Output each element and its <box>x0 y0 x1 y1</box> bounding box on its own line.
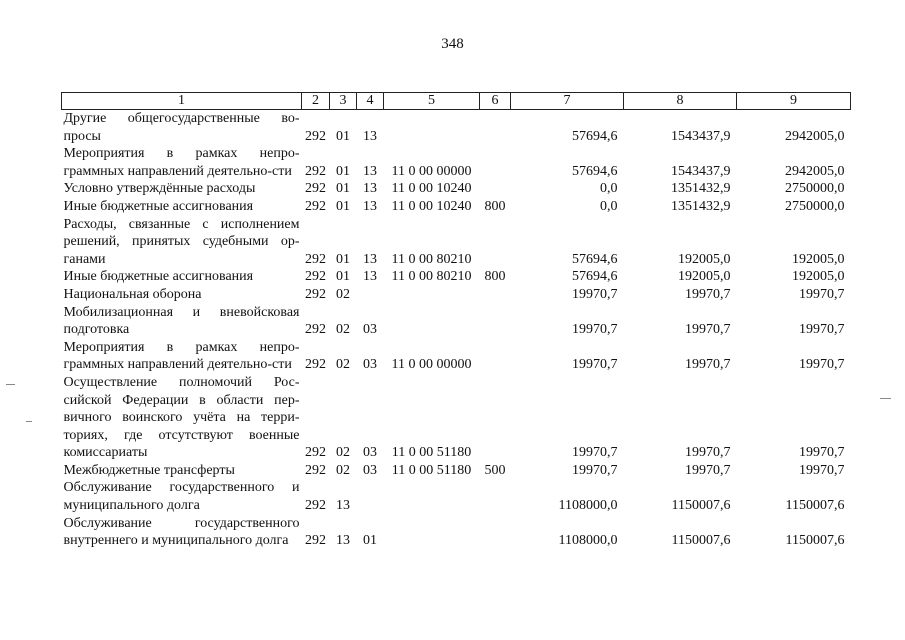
table-row <box>62 374 851 462</box>
cell-c8: 1351432,9 <box>671 181 731 197</box>
cell-c6 <box>480 145 511 180</box>
cell-c3: 01 <box>336 128 350 144</box>
cell-c2: 292 <box>305 357 326 373</box>
row-name: Другие общегосударственные во-просы <box>63 111 300 144</box>
scan-mark <box>880 398 891 399</box>
cell-c9: 1150007,6 <box>785 498 845 514</box>
table-row <box>62 180 851 198</box>
cell-c4: 13 <box>363 128 377 144</box>
cell-c6: 800 <box>484 198 506 214</box>
cell-c4: 13 <box>363 269 377 285</box>
table-row <box>62 286 851 304</box>
col-header: 3 <box>330 93 357 110</box>
cell-c8: 1543437,9 <box>671 163 731 179</box>
cell-c9: 2942005,0 <box>785 163 845 179</box>
row-name: Расходы, связанные с исполнением решений, принятых судебными ор-ганами <box>63 216 300 267</box>
cell-c3: 01 <box>336 163 350 179</box>
scan-mark <box>6 384 15 385</box>
cell-c5: 11 0 00 00000 <box>391 163 472 179</box>
cell-c3: 02 <box>336 357 350 373</box>
cell-c8: 1351432,9 <box>671 198 731 214</box>
cell-c7: 19970,7 <box>572 286 618 302</box>
cell-c5: 11 0 00 51180 <box>391 445 472 461</box>
table-body <box>62 93 851 550</box>
cell-c4 <box>357 286 384 304</box>
col-header: 4 <box>357 93 384 110</box>
row-name: Обслуживание государственного внутреннего и муниципального долга <box>63 515 300 549</box>
cell-c6 <box>480 374 511 462</box>
cell-c7: 57694,6 <box>572 128 618 144</box>
cell-c6 <box>480 479 511 514</box>
cell-c9: 192005,0 <box>792 251 845 267</box>
cell-c6 <box>480 110 511 146</box>
cell-c4: 13 <box>363 163 377 179</box>
table-row <box>62 110 851 146</box>
cell-c3: 13 <box>336 498 350 514</box>
cell-c3: 01 <box>336 181 350 197</box>
cell-c6 <box>480 339 511 374</box>
cell-c9: 2750000,0 <box>785 181 845 197</box>
cell-c4: 03 <box>363 322 377 338</box>
cell-c5: 11 0 00 10240 <box>391 198 472 214</box>
cell-c3: 13 <box>336 533 350 549</box>
cell-c5: 11 0 00 00000 <box>391 357 472 373</box>
cell-c9: 19970,7 <box>799 357 845 373</box>
cell-c7: 1108000,0 <box>558 533 618 549</box>
cell-c8: 1543437,9 <box>671 128 731 144</box>
cell-c5: 11 0 00 80210 <box>391 251 472 267</box>
col-header: 9 <box>737 93 851 110</box>
cell-c6 <box>480 180 511 198</box>
row-name: Иные бюджетные ассигнования <box>63 198 254 214</box>
cell-c9: 19970,7 <box>799 445 845 461</box>
table-row <box>62 268 851 286</box>
table-row <box>62 339 851 374</box>
cell-c6 <box>480 304 511 339</box>
cell-c4: 13 <box>363 198 377 214</box>
header-row <box>62 93 851 110</box>
cell-c8: 1150007,6 <box>671 533 731 549</box>
cell-c9: 19970,7 <box>799 462 845 478</box>
cell-c6 <box>480 216 511 269</box>
col-header: 6 <box>480 93 511 110</box>
cell-c2: 292 <box>305 269 326 285</box>
budget-table <box>61 92 851 550</box>
cell-c6 <box>480 286 511 304</box>
cell-c7: 19970,7 <box>572 322 618 338</box>
cell-c9: 1150007,6 <box>785 533 845 549</box>
row-name: Мероприятия в рамках непро-граммных направлений деятельно-сти <box>63 146 300 179</box>
cell-c2: 292 <box>305 181 326 197</box>
cell-c7: 57694,6 <box>572 251 618 267</box>
cell-c7: 0,0 <box>600 198 618 214</box>
table-row <box>62 304 851 339</box>
cell-c3: 01 <box>336 269 350 285</box>
cell-c2: 292 <box>305 286 326 302</box>
cell-c7: 57694,6 <box>572 163 618 179</box>
cell-c2: 292 <box>305 445 326 461</box>
cell-c5: 11 0 00 10240 <box>391 181 472 197</box>
cell-c6: 800 <box>484 269 506 285</box>
row-name: Осуществление полномочий Рос-сийской Федерации в области пер-вичного воинского учёта на терри-ториях, где отсутствуют военные комиссариаты <box>63 374 300 461</box>
cell-c8: 192005,0 <box>678 269 731 285</box>
row-name: Национальная оборона <box>63 286 202 302</box>
table-row <box>62 462 851 480</box>
cell-c7: 19970,7 <box>572 462 618 478</box>
col-header: 2 <box>302 93 330 110</box>
cell-c7: 1108000,0 <box>558 498 618 514</box>
cell-c3: 02 <box>336 322 350 338</box>
table-row <box>62 198 851 216</box>
cell-c5 <box>384 304 480 339</box>
scan-mark <box>26 421 32 422</box>
cell-c8: 19970,7 <box>685 462 731 478</box>
row-name: Межбюджетные трансферты <box>63 462 235 478</box>
table-row <box>62 145 851 180</box>
cell-c6 <box>480 515 511 550</box>
cell-c2: 292 <box>305 198 326 214</box>
table-row <box>62 515 851 550</box>
cell-c9: 2942005,0 <box>785 128 845 144</box>
row-name: Мобилизационная и вневойсковая подготовка <box>63 304 300 338</box>
cell-c9: 192005,0 <box>792 269 845 285</box>
cell-c2: 292 <box>305 533 326 549</box>
cell-c9: 19970,7 <box>799 322 845 338</box>
cell-c7: 57694,6 <box>572 269 618 285</box>
cell-c2: 292 <box>305 498 326 514</box>
cell-c8: 192005,0 <box>678 251 731 267</box>
col-header: 1 <box>62 93 302 110</box>
cell-c2: 292 <box>305 128 326 144</box>
cell-c4: 01 <box>363 533 377 549</box>
cell-c5 <box>384 286 480 304</box>
cell-c5 <box>384 479 480 514</box>
row-name: Условно утверждённые расходы <box>63 181 256 197</box>
cell-c2: 292 <box>305 322 326 338</box>
col-header: 8 <box>624 93 737 110</box>
cell-c8: 19970,7 <box>685 357 731 373</box>
cell-c3: 02 <box>336 286 350 302</box>
cell-c4 <box>357 479 384 514</box>
cell-c4: 03 <box>363 357 377 373</box>
page-number: 348 <box>441 36 464 52</box>
cell-c3: 02 <box>336 462 350 478</box>
col-header: 5 <box>384 93 480 110</box>
table-row <box>62 216 851 269</box>
row-name: Обслуживание государственного и муниципального долга <box>63 480 300 514</box>
cell-c8: 19970,7 <box>685 322 731 338</box>
cell-c9: 2750000,0 <box>785 198 845 214</box>
cell-c5 <box>384 515 480 550</box>
cell-c6: 500 <box>484 462 506 478</box>
cell-c5: 11 0 00 80210 <box>391 269 472 285</box>
cell-c4: 03 <box>363 445 377 461</box>
table-row <box>62 479 851 514</box>
cell-c5 <box>384 110 480 146</box>
cell-c2: 292 <box>305 462 326 478</box>
cell-c8: 19970,7 <box>685 286 731 302</box>
cell-c3: 01 <box>336 251 350 267</box>
cell-c3: 02 <box>336 445 350 461</box>
cell-c4: 03 <box>363 462 377 478</box>
cell-c4: 13 <box>363 251 377 267</box>
cell-c4: 13 <box>363 181 377 197</box>
row-name: Мероприятия в рамках непро-граммных направлений деятельно-сти <box>63 339 300 373</box>
cell-c8: 19970,7 <box>685 445 731 461</box>
col-header: 7 <box>511 93 624 110</box>
cell-c9: 19970,7 <box>799 286 845 302</box>
cell-c3: 01 <box>336 198 350 214</box>
row-name: Иные бюджетные ассигнования <box>63 269 254 285</box>
cell-c2: 292 <box>305 163 326 179</box>
cell-c7: 0,0 <box>600 181 618 197</box>
cell-c7: 19970,7 <box>572 445 618 461</box>
cell-c2: 292 <box>305 251 326 267</box>
cell-c8: 1150007,6 <box>671 498 731 514</box>
cell-c7: 19970,7 <box>572 357 618 373</box>
cell-c5: 11 0 00 51180 <box>391 462 472 478</box>
